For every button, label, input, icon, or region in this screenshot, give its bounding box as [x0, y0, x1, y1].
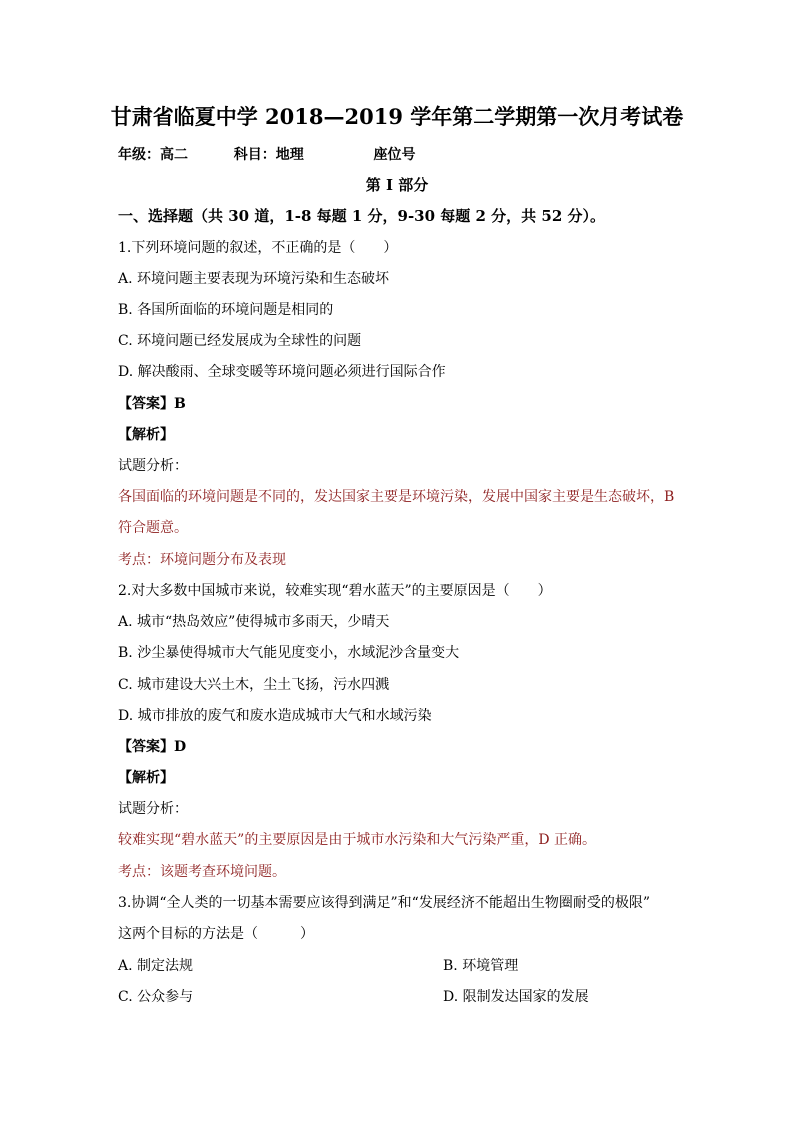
- question-2-option-b: B. 沙尘暴使得城市大气能见度变小，水域泥沙含量变大: [118, 645, 460, 661]
- question-3-option-c: C. 公众参与: [118, 989, 194, 1005]
- question-1-option-c: C. 环境问题已经发展成为全球性的问题: [118, 333, 362, 349]
- question-2-analysis-intro: 试题分析：: [118, 801, 188, 817]
- question-2-option-a: A. 城市“热岛效应”使得城市多雨天，少晴天: [118, 614, 390, 630]
- question-2-option-c: C. 城市建设大兴土木，尘土飞扬，污水四溅: [118, 677, 390, 693]
- question-1-option-d: D. 解决酸雨、全球变暖等环境问题必须进行国际合作: [118, 364, 446, 380]
- question-1-analysis-line-1: 各国面临的环境问题是不同的，发达国家主要是环境污染，发展中国家主要是生态破坏，B: [118, 489, 675, 505]
- question-3-option-d: D. 限制发达国家的发展: [443, 989, 589, 1005]
- question-1-analysis-label: 【解析】: [118, 427, 174, 443]
- question-2-analysis-line-1: 较难实现“碧水蓝天”的主要原因是由于城市水污染和大气污染严重，D 正确。: [118, 832, 596, 848]
- question-3-option-b: B. 环境管理: [443, 958, 519, 974]
- question-3-stem-line-2: 这两个目标的方法是（ ）: [118, 926, 314, 942]
- question-1-stem: 1.下列环境问题的叙述，不正确的是（ ）: [118, 240, 398, 256]
- subject-label: 科目：地理: [233, 147, 304, 163]
- grade-label: 年级：高二: [118, 147, 188, 163]
- question-1-option-b: B. 各国所面临的环境问题是相同的: [118, 302, 334, 318]
- question-3-option-a: A. 制定法规: [118, 958, 194, 974]
- part-heading: 第 I 部分: [365, 176, 429, 194]
- question-2-analysis-label: 【解析】: [118, 770, 174, 786]
- question-1-analysis-line-2: 符合题意。: [118, 520, 188, 536]
- question-1-point: 考点：环境问题分布及表现: [118, 552, 286, 568]
- question-2-answer: 【答案】D: [118, 739, 187, 755]
- question-1-option-a: A. 环境问题主要表现为环境污染和生态破坏: [118, 271, 390, 287]
- section-heading: 一、选择题（共 30 道，1-8 每题 1 分，9-30 每题 2 分，共 52 分）。: [118, 207, 605, 225]
- question-3-stem-line-1: 3.协调“全人类的一切基本需要应该得到满足”和“发展经济不能超出生物圈耐受的极限”: [118, 895, 650, 911]
- seat-label: 座位号: [373, 147, 416, 163]
- page-title: 甘肃省临夏中学 2018—2019 学年第二学期第一次月考试卷: [110, 104, 684, 129]
- question-1-answer: 【答案】B: [118, 396, 186, 412]
- question-2-option-d: D. 城市排放的废气和废水造成城市大气和水域污染: [118, 708, 432, 724]
- question-2-stem: 2.对大多数中国城市来说，较难实现“碧水蓝天”的主要原因是（ ）: [118, 583, 552, 599]
- exam-info-row: [118, 145, 416, 165]
- question-1-analysis-intro: 试题分析：: [118, 458, 188, 474]
- question-2-point: 考点：该题考查环境问题。: [118, 864, 286, 880]
